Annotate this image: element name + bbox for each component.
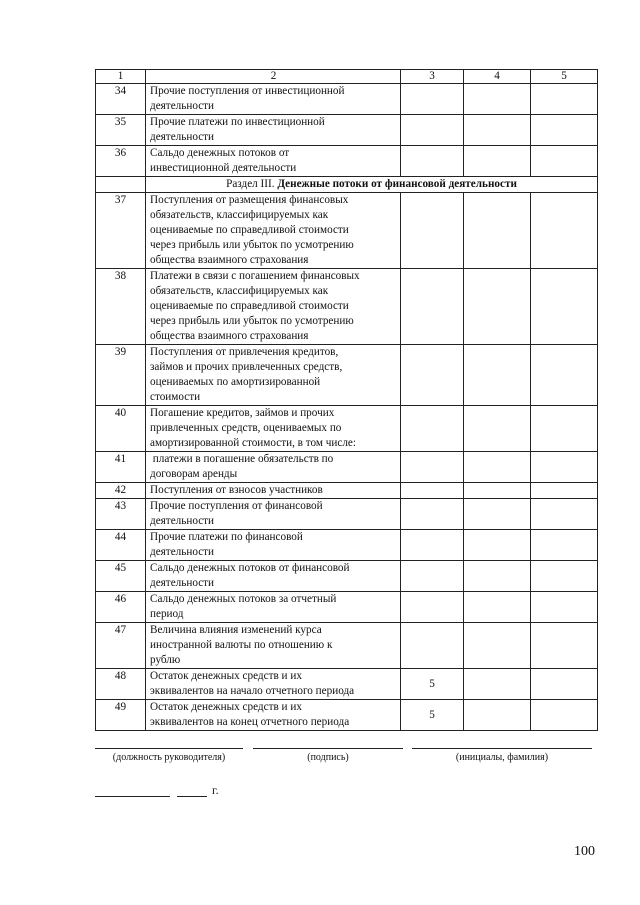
value-col-4 (464, 592, 531, 623)
value-col-5 (531, 269, 598, 345)
row-description-line: Остаток денежных средств и их (150, 701, 302, 713)
row-description-line: стоимости (150, 391, 201, 403)
table-row (96, 499, 598, 530)
value-col-3: 5 (401, 669, 464, 700)
value-col-3 (401, 269, 464, 345)
row-description (146, 483, 401, 499)
row-description (146, 623, 401, 669)
row-description-line: инвестиционной деятельности (150, 162, 297, 174)
row-description-line: Сальдо денежных потоков от финансовой (150, 562, 350, 574)
row-description (146, 84, 401, 115)
cash-flow-table (95, 69, 598, 731)
row-description-line: через прибыль или убыток по усмотрению (150, 315, 354, 327)
value-col-4 (464, 669, 531, 700)
row-code: 39 (96, 345, 146, 406)
value-col-3 (401, 592, 464, 623)
row-code: 34 (96, 84, 146, 115)
row-description (146, 146, 401, 177)
row-description (146, 561, 401, 592)
row-description-line: оцениваемые по справедливой стоимости (150, 224, 349, 236)
row-description (146, 345, 401, 406)
row-description (146, 669, 401, 700)
value-col-3 (401, 84, 464, 115)
row-code: 41 (96, 452, 146, 483)
row-code: 38 (96, 269, 146, 345)
value-col-5 (531, 623, 598, 669)
table-row (96, 146, 598, 177)
table-row (96, 669, 598, 700)
table-row (96, 592, 598, 623)
value-col-5 (531, 561, 598, 592)
value-col-4 (464, 406, 531, 452)
value-col-5 (531, 146, 598, 177)
row-description-line: деятельности (150, 131, 215, 143)
value-col-4 (464, 700, 531, 731)
value-col-5 (531, 452, 598, 483)
table-row (96, 623, 598, 669)
value-col-4 (464, 623, 531, 669)
row-description-line: платежи в погашение обязательств по (150, 453, 334, 465)
column-header-3: 3 (401, 70, 464, 84)
value-col-4 (464, 452, 531, 483)
row-description-line: оцениваемых по амортизированной (150, 376, 321, 388)
value-col-5 (531, 499, 598, 530)
position-label: (должность руководителя) (112, 752, 226, 763)
row-description-line: деятельности (150, 515, 215, 527)
value-col-4 (464, 193, 531, 269)
signature-label: (подпись) (307, 752, 349, 763)
value-col-3 (401, 193, 464, 269)
value-col-3 (401, 115, 464, 146)
row-description-line: деятельности (150, 100, 215, 112)
value-col-5 (531, 84, 598, 115)
row-code: 46 (96, 592, 146, 623)
value-col-3 (401, 499, 464, 530)
value-col-4 (464, 345, 531, 406)
row-description-line: Прочие поступления от финансовой (150, 500, 323, 512)
value-col-4 (464, 561, 531, 592)
row-code: 43 (96, 499, 146, 530)
value-col-5 (531, 700, 598, 731)
name-label: (инициалы, фамилия) (455, 752, 549, 763)
section-row (96, 177, 598, 193)
row-description-line: привлеченных средств, оцениваемых по (150, 422, 342, 434)
row-description-line: Поступления от взносов участников (150, 484, 323, 496)
row-description (146, 452, 401, 483)
value-col-3 (401, 406, 464, 452)
row-description-line: эквивалентов на конец отчетного периода (150, 716, 350, 728)
table-row (96, 193, 598, 269)
value-col-5 (531, 406, 598, 452)
row-description-line: Поступления от привлечения кредитов, (150, 346, 339, 358)
value-col-3 (401, 345, 464, 406)
table-row (96, 452, 598, 483)
row-description-line: Погашение кредитов, займов и прочих (150, 407, 335, 419)
value-col-4 (464, 499, 531, 530)
value-col-4 (464, 269, 531, 345)
table-header-row (96, 70, 598, 84)
row-description-line: рублю (150, 654, 181, 666)
section-code-cell (96, 177, 146, 193)
table-row (96, 269, 598, 345)
column-header-4: 4 (464, 70, 531, 84)
row-description-line: Прочие платежи по финансовой (150, 531, 303, 543)
value-col-5 (531, 669, 598, 700)
value-col-4 (464, 483, 531, 499)
row-description-line: Сальдо денежных потоков за отчетный (150, 593, 337, 605)
date-suffix: г. (212, 783, 219, 797)
row-description-line: договорам аренды (150, 468, 238, 480)
section-heading (146, 177, 598, 193)
row-description (146, 530, 401, 561)
row-description-line: оцениваемые по справедливой стоимости (150, 300, 349, 312)
row-description (146, 700, 401, 731)
table-row (96, 115, 598, 146)
row-description-line: деятельности (150, 577, 215, 589)
row-code: 48 (96, 669, 146, 700)
row-code: 47 (96, 623, 146, 669)
name-signature-line (412, 748, 592, 749)
row-description-line: Остаток денежных средств и их (150, 670, 302, 682)
row-description-line: Прочие платежи по инвестиционной (150, 116, 325, 128)
page-number: 100 (574, 844, 595, 859)
value-col-3 (401, 561, 464, 592)
row-description (146, 115, 401, 146)
value-col-5 (531, 345, 598, 406)
row-description (146, 269, 401, 345)
value-col-5 (531, 592, 598, 623)
row-description-line: деятельности (150, 546, 215, 558)
value-col-3 (401, 146, 464, 177)
row-code: 45 (96, 561, 146, 592)
row-description-line: общества взаимного страхования (150, 330, 309, 342)
row-description (146, 406, 401, 452)
value-col-3 (401, 530, 464, 561)
row-description-line: общества взаимного страхования (150, 254, 309, 266)
table-row (96, 406, 598, 452)
row-description-line: Платежи в связи с погашением финансовых (150, 270, 360, 282)
section-title: Денежные потоки от финансовой деятельности (277, 178, 517, 190)
date-year-line (177, 796, 207, 797)
row-description-line: амортизированной стоимости, в том числе: (150, 437, 356, 449)
value-col-3 (401, 623, 464, 669)
table-row (96, 530, 598, 561)
row-description (146, 499, 401, 530)
row-description-line: Величина влияния изменений курса (150, 624, 322, 636)
value-col-3: 5 (401, 700, 464, 731)
row-description-line: Сальдо денежных потоков от (150, 147, 290, 159)
value-col-4 (464, 530, 531, 561)
table-row (96, 700, 598, 731)
signature-line (253, 748, 403, 749)
value-col-3 (401, 452, 464, 483)
row-description-line: Прочие поступления от инвестиционной (150, 85, 345, 97)
value-col-4 (464, 84, 531, 115)
row-description-line: период (150, 608, 184, 620)
value-col-4 (464, 115, 531, 146)
row-code: 35 (96, 115, 146, 146)
row-description-line: обязательств, классифицируемых как (150, 209, 329, 221)
value-col-3 (401, 483, 464, 499)
section-prefix: Раздел III. (226, 178, 275, 190)
date-day-month-line (95, 796, 170, 797)
value-col-4 (464, 146, 531, 177)
row-description-line: через прибыль или убыток по усмотрению (150, 239, 354, 251)
column-header-1: 1 (96, 70, 146, 84)
row-code: 42 (96, 483, 146, 499)
row-code: 36 (96, 146, 146, 177)
row-description-line: эквивалентов на начало отчетного периода (150, 685, 355, 697)
row-description-line: иностранной валюты по отношению к (150, 639, 333, 651)
position-signature-line (95, 748, 243, 749)
table-row (96, 483, 598, 499)
row-description-line: обязательств, классифицируемых как (150, 285, 329, 297)
row-description (146, 592, 401, 623)
value-col-5 (531, 483, 598, 499)
table-row (96, 84, 598, 115)
row-description-line: Поступления от размещения финансовых (150, 194, 349, 206)
value-col-5 (531, 530, 598, 561)
value-col-5 (531, 115, 598, 146)
row-code: 44 (96, 530, 146, 561)
table-row (96, 561, 598, 592)
row-description (146, 193, 401, 269)
column-header-2: 2 (146, 70, 401, 84)
row-code: 37 (96, 193, 146, 269)
row-code: 49 (96, 700, 146, 731)
table-row (96, 345, 598, 406)
row-code: 40 (96, 406, 146, 452)
column-header-5: 5 (531, 70, 598, 84)
value-col-5 (531, 193, 598, 269)
row-description-line: займов и прочих привлеченных средств, (150, 361, 343, 373)
